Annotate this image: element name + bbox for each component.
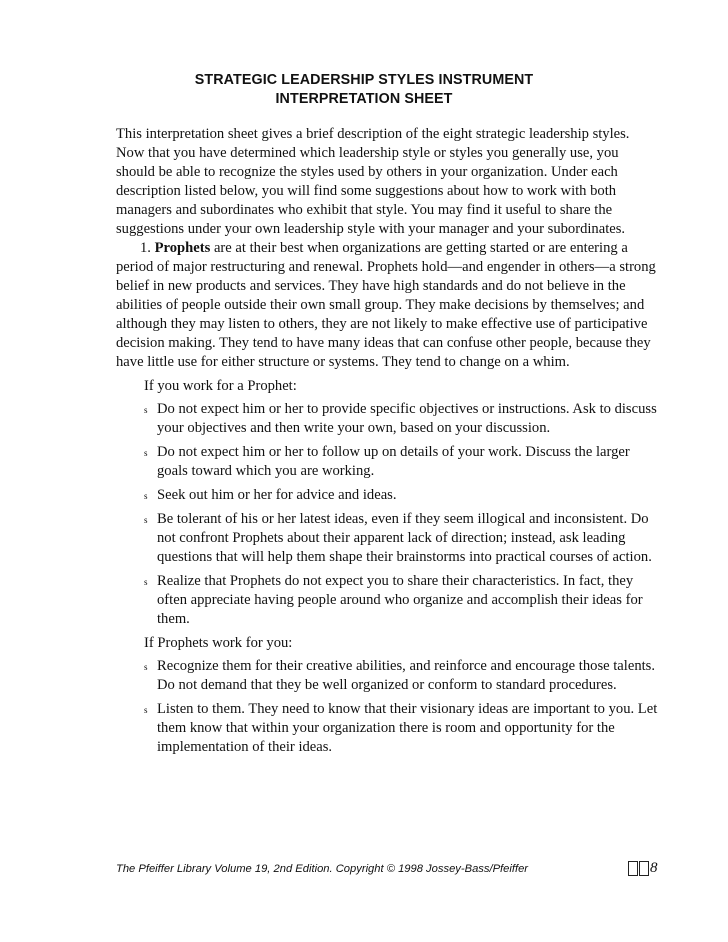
list-item bbox=[144, 443, 661, 481]
list-item-text: Realize that Prophets do not expect you to share their characteristics. In fact, they often appreciate having people around who organize and accomplish their ideas for them. bbox=[157, 573, 643, 627]
list-item-text: Do not expect him or her to follow up on details of your work. Discuss the larger goals toward which you are working. bbox=[157, 444, 630, 479]
list-item bbox=[144, 510, 661, 567]
missing-glyph-icon bbox=[628, 861, 638, 876]
footer-citation: The Pfeiffer Library Volume 19, 2nd Edition. Copyright © 1998 Jossey-Bass/Pfeiffer bbox=[116, 863, 529, 875]
list-item bbox=[144, 486, 661, 505]
section-number: 1. bbox=[140, 240, 151, 256]
list-item bbox=[144, 700, 661, 757]
work-for-you-heading: If Prophets work for you: bbox=[144, 635, 293, 651]
bullet-icon: s bbox=[144, 405, 148, 415]
missing-glyph-icon bbox=[639, 861, 649, 876]
bullet-icon: s bbox=[144, 705, 148, 715]
bullet-icon: s bbox=[144, 448, 148, 458]
section-prophets-paragraph bbox=[116, 239, 661, 372]
bullet-icon: s bbox=[144, 577, 148, 587]
work-for-you-list bbox=[116, 657, 661, 757]
work-for-heading: If you work for a Prophet: bbox=[144, 378, 297, 394]
list-item bbox=[144, 400, 661, 438]
section-description: are at their best when organizations are getting started or are entering a period of major restructuring and renewal. Prophets hold—and engender in others—a strong belief in new products and services. They have high standards and do not believe in the abilities of people outside their own small group. They make decisions by themselves; and although they may listen to others, they are not likely to make effective use of participative decision making. They tend to have many ideas that can confuse other people, because they have little use for either structure or systems. They tend to change on a whim. bbox=[116, 240, 656, 370]
list-item-text: Be tolerant of his or her latest ideas, even if they seem illogical and inconsistent. Do not confront Prophets about their apparent lack of direction; instead, ask leading questions that will help them shape their brainstorms into practical courses of action. bbox=[157, 511, 652, 565]
section-term: Prophets bbox=[154, 240, 211, 256]
page-number bbox=[628, 859, 658, 877]
page-number-value: 8 bbox=[650, 860, 658, 876]
list-item bbox=[144, 657, 661, 695]
list-item-text: Seek out him or her for advice and ideas. bbox=[157, 487, 397, 503]
title-line-2: INTERPRETATION SHEET bbox=[275, 91, 453, 107]
bullet-icon: s bbox=[144, 662, 148, 672]
page-title bbox=[0, 71, 728, 109]
list-item bbox=[144, 572, 661, 629]
intro-paragraph: This interpretation sheet gives a brief description of the eight strategic leadership styles. Now that you have determined which leadership style or styles you generally use, you should be able to recognize the styles used by others in your organization. Under each description listed below, you will find some suggestions about how to work with both managers and subordinates who exhibit that style. You may find it useful to share the suggestions under your own leadership style with your manager and your subordinates. bbox=[116, 126, 630, 237]
work-for-list bbox=[116, 400, 661, 629]
list-item-text: Listen to them. They need to know that their visionary ideas are important to you. Let them know that within your organization there is room and opportunity for the implementation of their ideas. bbox=[157, 701, 658, 755]
list-item-text: Do not expect him or her to provide specific objectives or instructions. Ask to discuss your objectives and then write your own, based on your discussion. bbox=[157, 401, 657, 436]
document-body bbox=[116, 125, 661, 762]
bullet-icon: s bbox=[144, 491, 148, 501]
title-line-1: STRATEGIC LEADERSHIP STYLES INSTRUMENT bbox=[194, 72, 534, 88]
list-item-text: Recognize them for their creative abilities, and reinforce and encourage those talents. Do not demand that they be well organized or conform to standard procedures. bbox=[157, 658, 655, 693]
bullet-icon: s bbox=[144, 515, 148, 525]
